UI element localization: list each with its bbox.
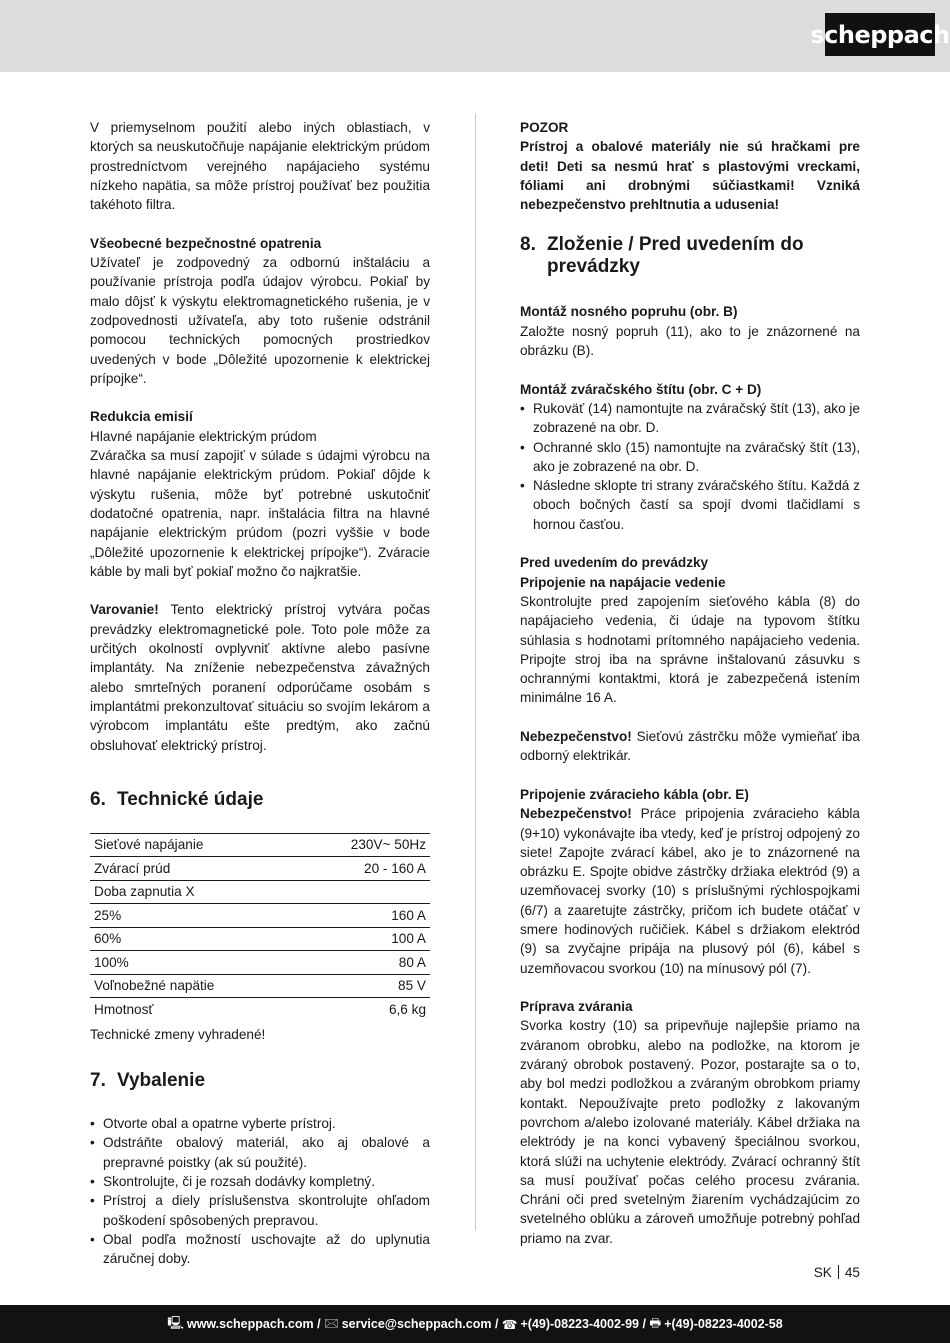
table-row xyxy=(90,951,430,975)
before-operation-heading: Pred uvedením do prevádzky xyxy=(520,555,709,571)
spec-label: 25% xyxy=(90,904,296,928)
unpacking-title: Vybalenie xyxy=(117,1070,206,1092)
warning-label: Varovanie! xyxy=(90,602,159,618)
welding-prep-text: Svorka kostry (10) sa pripevňuje najlepšie priamo na zváranom obrobku, alebo na podložke, na ktorom je zváraný obrobok postavený. Pozor, postarajte sa o to, aby bol medzi podložkou a zváraným obrobkom priamy kontakt. Nepoužívajte preto podložky z lakovaným povrchom a/alebo izolované materiály. Kábel držiaka na elektródy je na konci vybavený špeciálnou svorkou, ktorá slúži na uchytenie elektródy. Zvárací ochranný štít sa musí používať počas celého procesu zvárania. Chráni oči pred svetelným žiarením vychádzajúcim zo svetelného oblúku a zároveň umožňuje potrebný pohľad priamo na zvar. xyxy=(520,1018,860,1246)
welding-prep-heading: Príprava zvárania xyxy=(520,999,633,1015)
assembly-number: 8. xyxy=(520,234,536,256)
left-column xyxy=(90,118,430,1268)
danger-cable-paragraph xyxy=(520,804,860,978)
intro-paragraph: V priemyselnom použití alebo iných oblastiach, v ktorých sa neuskutočňuje napájanie elektrickým prúdom prostredníctvom verejného napájacieho systému nízkeho napätia, sa môže prístroj používať bez použitia takéhoto filtra. xyxy=(90,120,430,213)
danger-label: Nebezpečenstvo! xyxy=(520,729,632,745)
spec-value xyxy=(296,880,430,904)
power-connection-text: Skontrolujte pred zapojením sieťového kábla (8) do napájacieho vedenia, či údaje na typovom štítku súhlasia s hodnotami prítomného napájacieho vedenia. Pripojte stroj iba na správne inštalovanú zásuvku s ochrannými kontaktmi, ktorá je zabezpečená istením minimálne 16 A. xyxy=(520,593,860,706)
list-item: • Následne sklopte tri strany zváračského štítu. Každá z oboch bočných častí sa spojí dvomi tlačidlami s hornou časťou. xyxy=(520,476,860,534)
general-safety-heading: Všeobecné bezpečnostné opatrenia xyxy=(90,235,322,251)
spec-label: Zvárací prúd xyxy=(90,857,296,881)
right-column xyxy=(520,118,860,1248)
footer-bar xyxy=(0,1305,950,1343)
table-row xyxy=(90,880,430,904)
cable-heading: Pripojenie zváracieho kábla (obr. E) xyxy=(520,786,749,802)
danger-label: Nebezpečenstvo! xyxy=(520,806,632,822)
danger-text: Sieťovú zástrčku môže vymieňať iba odborný elektrikár. xyxy=(520,729,860,764)
unpacking-heading xyxy=(90,1060,430,1114)
warning-paragraph xyxy=(90,600,430,754)
list-item: • Odstráňte obalový materiál, ako aj obalové a prepravné poistky (ak sú použité). xyxy=(90,1133,430,1172)
shield-heading: Montáž zváračského štítu (obr. C + D) xyxy=(520,381,762,397)
footer-web[interactable]: www.scheppach.com / xyxy=(186,1317,321,1331)
page-number-value: 45 xyxy=(844,1265,860,1280)
column-divider xyxy=(475,113,476,1231)
emission-subheading: Hlavné napájanie elektrickým prúdom xyxy=(90,428,317,444)
list-item: • Otvorte obal a opatrne vyberte prístroj. xyxy=(90,1114,430,1133)
tech-data-table xyxy=(90,833,430,1021)
list-item: • Rukoväť (14) namontujte na zváračský štít (13), ako je zobrazené na obr. D. xyxy=(520,399,860,438)
emission-text: Zváračka sa musí zapojiť v súlade s údajmi výrobcu na hlavné napájanie elektrickým prúdom. Pokiaľ dôjde k výskytu rušenia, môže byť potrebné uskutočniť dodatočné opatrenia, napr. inštalácia filtra na hlavné napájanie elektrickým prúdom (pozri vyššie v bode „Dôležité upozornenie k elektrickej prípojke“). Zváracie káble by mali byť pokiaľ možno čo najkratšie. xyxy=(90,448,430,579)
page-number xyxy=(814,1265,860,1280)
spec-value: 85 V xyxy=(296,974,430,998)
unpacking-list xyxy=(90,1114,430,1268)
warning-text: Tento elektrický prístroj vytvára počas prevádzky elektromagnetické pole. Toto pole môže za určitých okolností ovplyvniť aktívne alebo pasívne implantáty. Na zníženie nebezpečenstva závažných alebo smrteľných poranení odporúčame osobám s implantátmi prekonzultovať situáciu so svojím lekárom a výrobcom implantátu ešte predtým, ako začnú obsluhovať elektrický prístroj. xyxy=(90,602,430,753)
power-connection-heading: Pripojenie na napájacie vedenie xyxy=(520,574,726,590)
page-separator xyxy=(838,1265,839,1279)
spec-label: Doba zapnutia X xyxy=(90,880,296,904)
computer-icon: 🖳 xyxy=(167,1314,184,1330)
tech-data-number: 6. xyxy=(90,788,106,810)
language-code: SK xyxy=(813,1265,832,1280)
caution-heading: POZOR xyxy=(520,120,569,135)
spec-value: 80 A xyxy=(296,951,430,975)
emission-heading: Redukcia emisií xyxy=(90,409,193,425)
assembly-heading xyxy=(520,234,860,302)
spec-value: 230V~ 50Hz xyxy=(296,833,430,857)
fax-icon: 🖶 xyxy=(649,1314,662,1330)
list-item: • Obal podľa možností uschovajte až do uplynutia záručnej doby. xyxy=(90,1230,430,1269)
footer-email[interactable]: service@scheppach.com / xyxy=(341,1317,499,1331)
assembly-title: Zloženie / Pred uvedením do prevádzky xyxy=(547,234,804,278)
strap-heading: Montáž nosného popruhu (obr. B) xyxy=(520,304,738,320)
table-row xyxy=(90,974,430,998)
table-row xyxy=(90,833,430,857)
tech-data-title: Technické údaje xyxy=(117,788,264,810)
table-row xyxy=(90,857,430,881)
table-row xyxy=(90,927,430,951)
scheppach-logo: scheppach xyxy=(825,13,935,56)
spec-label: 100% xyxy=(90,951,296,975)
danger-plug-paragraph xyxy=(520,727,860,766)
caution-text: Prístroj a obalové materiály nie sú hračkami pre deti! Deti sa nesmú hrať s plastovými vreckami, fóliami ani drobnými súčiastkami! Vzniká nebezpečenstvo prehltnutia a udusenia! xyxy=(520,139,860,213)
strap-text: Založte nosný popruh (11), ako to je znázornené na obrázku (B). xyxy=(520,323,860,359)
unpacking-number: 7. xyxy=(90,1070,106,1092)
table-row xyxy=(90,998,430,1021)
danger-text: Práce pripojenia zváracieho kábla (9+10) vykonávajte iba vtedy, keď je prístroj odpojený zo siete! Zapojte zvárací kábel, ako je to znázornené na obrázku E. Spojte obidve zástrčky držiaka elektród (9) a uzemňovacej svorky (10) s príslušnými rýchlospojkami (6/7) a zaaretujte zástrčky, pričom ich budete otáčať v smere hodinových ručičiek. Kábel s držiakom elektród (9) sa zvyčajne pripája na plusový pól (6), kábel s uzemňovacou svorkou (10) na mínusový pól (7). xyxy=(520,806,860,976)
spec-value: 160 A xyxy=(296,904,430,928)
spec-value: 20 - 160 A xyxy=(296,857,430,881)
tech-data-heading xyxy=(90,779,430,833)
footer-fax: +(49)-08223-4002-58 xyxy=(664,1317,783,1331)
spec-value: 100 A xyxy=(296,927,430,951)
phone-icon: ☎ xyxy=(501,1316,518,1332)
spec-label: 60% xyxy=(90,927,296,951)
list-item: • Prístroj a diely príslušenstva skontrolujte ohľadom poškodení spôsobených prepravou. xyxy=(90,1191,430,1230)
table-row xyxy=(90,904,430,928)
mail-icon: 🖂 xyxy=(324,1314,339,1330)
spec-label: Voľnobežné napätie xyxy=(90,974,296,998)
spec-label: Sieťové napájanie xyxy=(90,833,296,857)
spec-label: Hmotnosť xyxy=(94,1001,154,1017)
general-safety-text: Užívateľ je zodpovedný za odbornú inštaláciu a používanie prístroja podľa údajov výrobcu. Pokiaľ by malo dôjsť k výskytu elektromagnetického rušenia, je v zodpovednosti užívateľa, aby toto rušenie odstránil pomocou technických pomocných prostriedkov uvedených v bode „Dôležité upozornenie k elektrickej prípojke“. xyxy=(90,255,430,386)
spec-value: 6,6 kg xyxy=(388,1001,426,1017)
footer-phone: +(49)-08223-4002-99 / xyxy=(520,1317,646,1331)
list-item: • Ochranné sklo (15) namontujte na zváračský štít (13), ako je zobrazené na obr. D. xyxy=(520,438,860,477)
tech-note: Technické zmeny vyhradené! xyxy=(90,1026,266,1042)
header-bar xyxy=(0,0,950,72)
shield-list xyxy=(520,399,860,534)
list-item: • Skontrolujte, či je rozsah dodávky kompletný. xyxy=(90,1172,430,1191)
